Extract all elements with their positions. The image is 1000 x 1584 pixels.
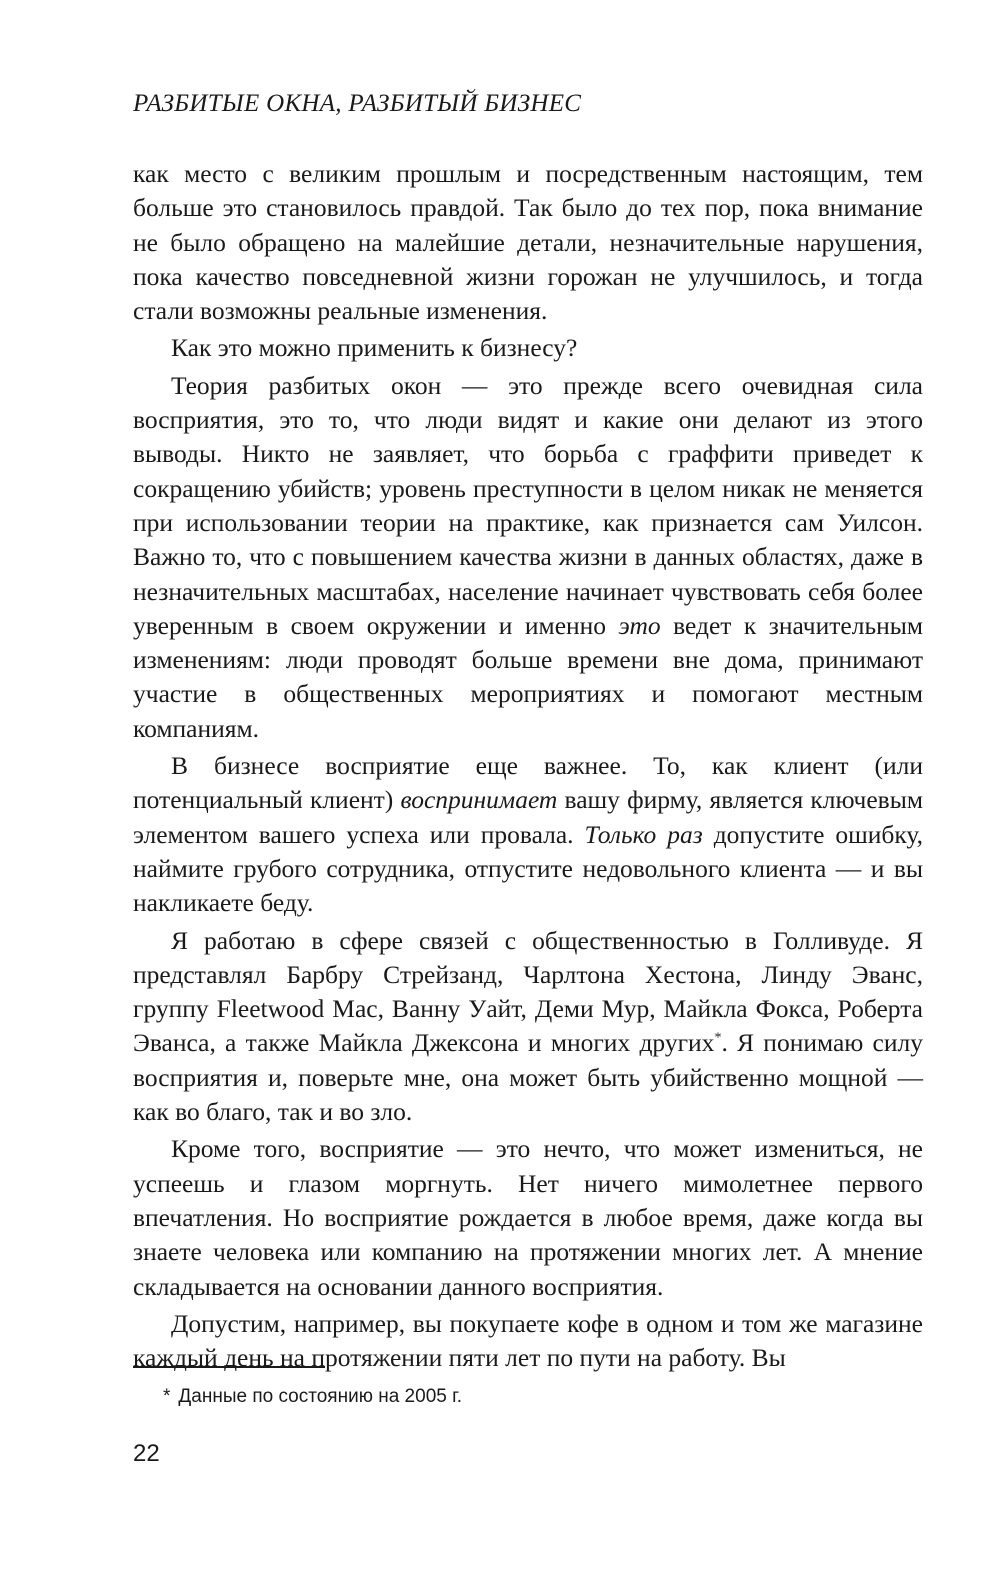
paragraph xyxy=(133,749,923,920)
text-run: допустите ошибку, наймите грубого сотрудника, отпустите недовольного клиента — и вы накликаете беду. xyxy=(133,819,923,918)
emphasis-text: воспринимает xyxy=(400,785,558,815)
text-run: Как это можно применить к бизнесу? xyxy=(171,333,578,363)
text-run: вашу фирму, является ключевым элементом вашего успеха или провала. xyxy=(133,785,923,849)
paragraph xyxy=(133,157,923,328)
text-run: как место с великим прошлым и посредственным настоящим, тем больше это становилось правдой. Так было до тех пор, пока внимание не было обращено на малейшие детали, незначительные нарушения, пока качество повседневной жизни горожан не улучшилось, и тогда стали возможны реальные изменения. xyxy=(133,159,923,326)
text-run: . Я понимаю силу восприятия и, поверьте мне, она может быть убийственно мощной — как во благо, так и во зло. xyxy=(133,1028,923,1127)
footnote-marker: * xyxy=(163,1386,171,1407)
emphasis-text: это xyxy=(618,610,661,640)
text-run: Допустим, например, вы покупаете кофе в одном и том же магазине каждый день на протяжении пяти лет по пути на работу. Вы xyxy=(133,1308,923,1373)
paragraph xyxy=(133,924,923,1130)
footnote-text: Данные по состоянию на 2005 г. xyxy=(178,1386,462,1407)
footnote xyxy=(163,1386,462,1408)
running-head: РАЗБИТЫЕ ОКНА, РАЗБИТЫЙ БИЗНЕС xyxy=(133,90,582,117)
text-run: ведет к значительным изменениям: люди проводят больше времени вне дома, принимают участие в общественных мероприятиях и помогают местным компаниям. xyxy=(133,610,923,743)
paragraph xyxy=(133,369,923,746)
body-text xyxy=(133,157,923,1375)
text-run: В бизнесе восприятие еще важнее. То, как клиент (или потенциальный клиент) xyxy=(133,751,923,815)
paragraph xyxy=(133,1132,923,1303)
text-run: Теория разбитых окон — это прежде всего очевидная сила восприятия, это то, что люди видят и какие они делают из этого выводы. Никто не заявляет, что борьба с граффити приведет к сокращению убийств; уровень преступности в целом никак не меняется при использовании теории на практике, как признается сам Уилсон. Важно то, что с повышением качества жизни в данных областях, даже в незначительных масштабах, население начинает чувствовать себя более уверенным в своем окружении и именно xyxy=(133,370,923,640)
text-run: Я работаю в сфере связей с общественностью в Голливуде. Я представлял Барбру Стрейзанд, Чарлтона Хестона, Линду Эванс, группу Fleetwood Mac, Ванну Уайт, Деми Мур, Майкла Фокса, Роберта Эванса, а также Майкла Джексона и многих других xyxy=(133,925,923,1058)
footnote-divider xyxy=(133,1366,325,1368)
text-run: Кроме того, восприятие — это нечто, что может измениться, не успеешь и глазом моргнуть. Нет ничего мимолетнее первого впечатления. Но восприятие рождается в любое время, даже когда вы знаете человека или компанию на протяжении многих лет. А мнение складывается на основании данного восприятия. xyxy=(133,1134,923,1301)
page-number: 22 xyxy=(133,1440,160,1467)
footnote-reference: * xyxy=(714,1030,722,1046)
emphasis-text: Только раз xyxy=(584,819,703,849)
paragraph xyxy=(133,331,923,365)
